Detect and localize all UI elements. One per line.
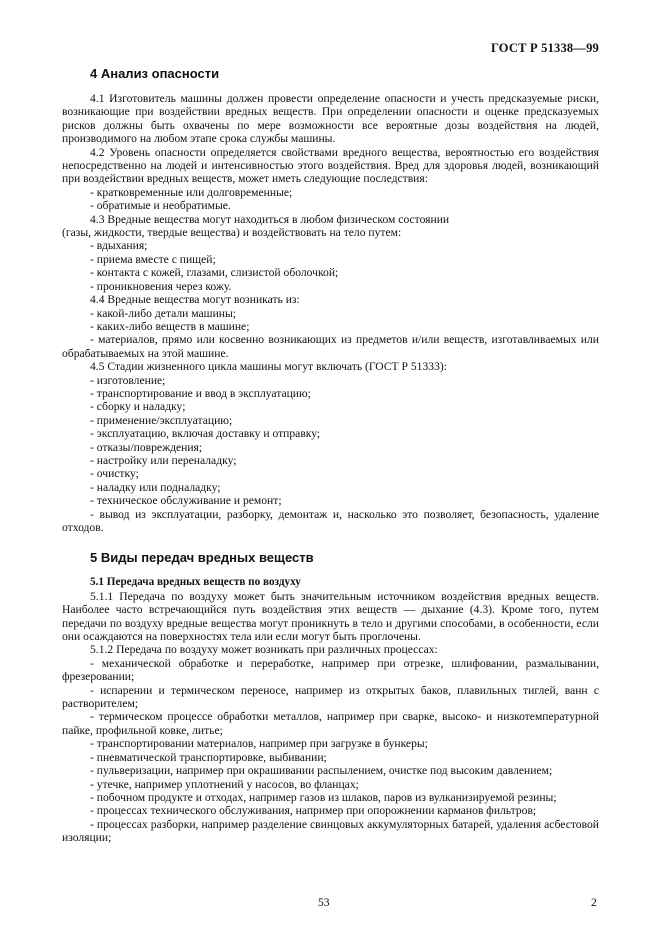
list-item: - обратимые и необратимые. — [90, 199, 231, 213]
paragraph-4-3: 4.3 Вредные вещества могут находиться в любом физическом состоянии — [90, 212, 450, 226]
list-item: - процессах технического обслуживания, например при опорожнении карманов фильтров; — [90, 804, 537, 818]
list-item: - техническое обслуживание и ремонт; — [90, 494, 282, 508]
section-5-title: 5 Виды передач вредных веществ — [90, 550, 314, 566]
list-item: - транспортировании материалов, например при загрузке в бункеры; — [90, 737, 428, 751]
subsection-5-1-title: 5.1 Передача вредных веществ по воздуху — [90, 576, 301, 589]
list-item: - какой-либо детали машины; — [90, 306, 236, 320]
paragraph-5-1-2: 5.1.2 Передача по воздуху может возникать при различных процессах: — [90, 643, 438, 657]
list-item: - пульверизации, например при окрашивании распылением, очистке под высоким давлением; — [90, 764, 553, 778]
paragraph-4-5: 4.5 Стадии жизненного цикла машины могут включать (ГОСТ Р 51333): — [90, 360, 447, 374]
list-item: - кратковременные или долговременные; — [90, 185, 293, 199]
list-item: - каких-либо веществ в машине; — [90, 319, 250, 333]
list-item: - сборку и наладку; — [90, 400, 186, 414]
list-item: - вдыхания; — [90, 239, 148, 253]
paragraph-4-3-continuation: (газы, жидкости, твердые вещества) и воздействовать на тело путем: — [62, 226, 402, 240]
section-4-title: 4 Анализ опасности — [90, 66, 220, 81]
list-item: - механической обработке и переработке, например при отрезке, шлифовании, размалывании, фрезеровании; — [62, 656, 599, 684]
list-item: - отказы/повреждения; — [90, 440, 203, 454]
sheet-number: 2 — [591, 896, 597, 909]
list-item: - испарении и термическом переносе, например из открытых баков, плавильных тиглей, ванн с растворителем; — [62, 683, 599, 711]
list-item: - процессах разборки, например разделение свинцовых аккумуляторных батарей, удаления асбестовой изоляции; — [62, 817, 599, 845]
list-item: - эксплуатацию, включая доставку и отправку; — [90, 427, 321, 441]
paragraph-5-1-1: 5.1.1 Передача по воздуху может быть значительным источником воздействия вредных веществ. Наиболее часто встречающийся путь воздействия этих веществ — дыхание (4.3). Кроме того, путем передачи по воздуху вредные вещества могут проникнуть в тело и другими способами, в особенности, если они осаждаются на поверхностях тела или если могут быть проглочены. — [62, 589, 599, 644]
list-item: - изготовление; — [90, 373, 166, 387]
list-item: - транспортирование и ввод в эксплуатацию; — [90, 386, 311, 400]
paragraph-4-4: 4.4 Вредные вещества могут возникать из: — [90, 293, 300, 307]
list-item: - материалов, прямо или косвенно возникающих из предметов и/или веществ, изготавливаемых или обрабатываемых на этой машине. — [62, 333, 599, 360]
list-item: - наладку или подналадку; — [90, 480, 221, 494]
list-item: - вывод из эксплуатации, разборку, демонтаж и, насколько это позволяет, безопасность, удаление отходов. — [62, 507, 599, 534]
paragraph-4-2: 4.2 Уровень опасности определяется свойствами вредного вещества, вероятностью его воздействия непосредственно на людей и интенсивностью этого воздействия. Вред для здоровья людей, возникающий при воздействии вредных веществ, может иметь следующие последствия: — [62, 145, 599, 186]
list-item: - очистку; — [90, 467, 139, 481]
list-item: - проникновения через кожу. — [90, 279, 232, 293]
page-number: 53 — [318, 896, 330, 909]
list-item: - приема вместе с пищей; — [90, 252, 216, 266]
list-item: - пневматической транспортировке, выбивании; — [90, 750, 327, 764]
paragraph-4-1: 4.1 Изготовитель машины должен провести определение опасности и учесть предсказуемые риски, возникающие при воздействии вредных веществ. При определении опасности и оценке предсказуемых рисков должны быть охвачены по мере возможности все вероятные дозы воздействия на людей, производимого на любом этапе срока службы машины. — [62, 92, 599, 146]
list-item: - применение/эксплуатацию; — [90, 413, 233, 427]
list-item: - контакта с кожей, глазами, слизистой оболочкой; — [90, 266, 339, 280]
list-item: - побочном продукте и отходах, например газов из шлаков, паров из вулканизируемой резины; — [90, 790, 557, 804]
document-id-header: ГОСТ Р 51338—99 — [490, 41, 599, 55]
list-item: - утечке, например уплотнений у насосов, во фланцах; — [90, 777, 359, 791]
list-item: - термическом процессе обработки металлов, например при сварке, высоко- и низкотемпературной пайке, профильной ковке, литье; — [62, 710, 599, 737]
list-item: - настройку или переналадку; — [90, 453, 237, 467]
page-body — [62, 66, 599, 845]
